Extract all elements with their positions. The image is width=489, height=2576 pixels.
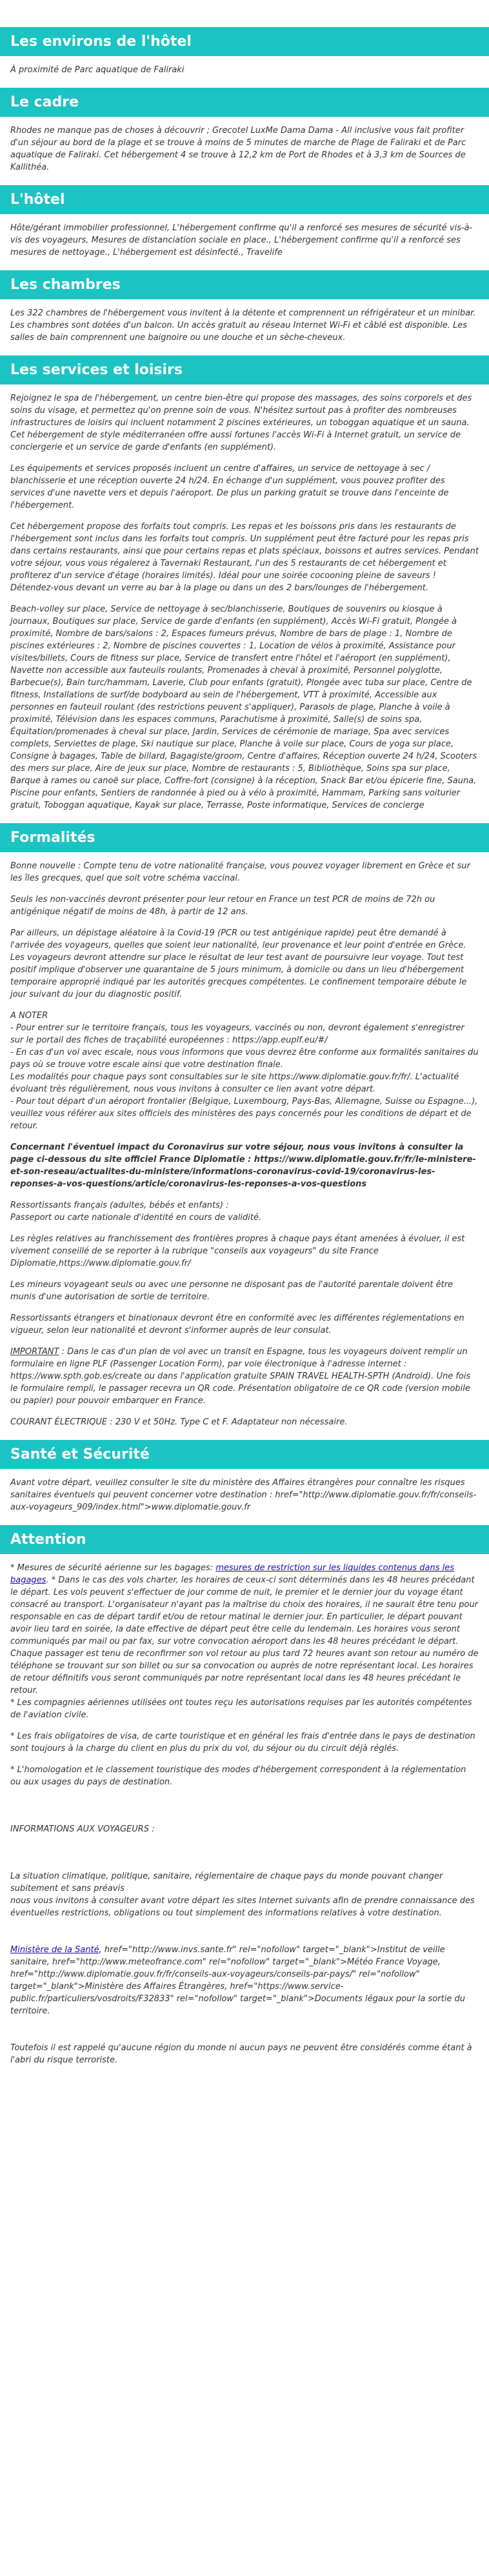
paragraph: Seuls les non-vaccinés devront présenter pour leur retour en France un test PCR de moins de 72h ou antigénique négatif de moins de 48h, à partir de 12 ans. <box>10 895 435 917</box>
paragraph: * L'homologation et le classement touristique des modes d'hébergement correspondent à la réglementation ou aux usages du pays de destination. <box>10 1765 466 1787</box>
important-paragraph <box>10 1346 479 1407</box>
note-line: - En cas d'un vol avec escale, nous vous informons que vous devrez être conforme aux formalités sanitaires du pays où se trouve votre escale ainsi que votre destination finale. <box>10 1048 479 1070</box>
spacer <box>10 1928 479 1944</box>
coronavirus-notice: Concernant l'éventuel impact du Coronavirus sur votre séjour, nous vous invitons à consulter la page ci-dessous du site officiel France Diplomatie : https://www.diplomatie.gouv.fr/fr/le-ministere-et-son-reseau/actualites-du-ministere/informations-coronavirus-covid-19/coronavirus-les-reponses-a-vos-questions/article/coronavirus-les-reponses-a-vos-questions <box>10 1143 476 1189</box>
section-attention <box>0 1525 489 2066</box>
section-title: L'hôtel <box>0 185 489 214</box>
note-line: - Pour entrer sur le territoire français, tous les voyageurs, vaccinés ou non, devront également s'enregistrer sur le portail des fiches de traçabilité européennes : https://app.euplf.eu/#/ <box>10 1023 464 1045</box>
spacer <box>10 1844 479 1870</box>
section-chambres <box>0 270 489 344</box>
note-line: Les modalités pour chaque pays sont consultables sur le site https://www.diplomatie.gouv.fr/fr/. L'actualité évoluant très régulièrement, nous vous invitons à consulter ce lien avant votre départ. <box>10 1072 459 1094</box>
text-line: La situation climatique, politique, sanitaire, réglementaire de chaque pays du monde pouvant changer subitement et sans préavis <box>10 1872 443 1893</box>
paragraph: Ressortissants étrangers et binationaux devront être en conformité avec les différentes réglementations en vigueur, selon leur nationalité et devront s'informer auprès de leur consulat. <box>10 1313 464 1335</box>
paragraph: Les équipements et services proposés incluent un centre d'affaires, un service de nettoyage à sec / blanchisserie et une réception ouverte 24 h/24. En échange d'un supplément, vous pouvez profiter des services d'une navette vers et depuis l'aéroport. De plus un parking gratuit se trouve dans l'enceinte de l'hébergement. <box>10 464 449 510</box>
section-body <box>0 307 489 344</box>
spacer <box>10 2026 479 2042</box>
paragraph: Cet hébergement propose des forfaits tout compris. Les repas et les boissons pris dans les restaurants de l'hébergement sont inclus dans les forfaits tout compris. Un supplément peut être facturé pour les repas pris dans certains restaurants, ainsi que pour certains repas et plats spéciaux, boissons et autres services. Pendant votre séjour, vous vous régalerez à Tavernaki Restaurant, l'un des 5 restaurants de cet hébergement et profiterez d'un service d'étage (horaires limités). Idéal pour une soirée cocooning pleine de saveurs ! Détendez-vous devant un verre au bar à la plage ou dans un des 2 bars/lounges de l'hébergement. <box>10 522 479 593</box>
text-line: Passeport ou carte nationale d'identité en cours de validité. <box>10 1213 262 1223</box>
text: . * Dans le cas des vols charter, les horaires de ceux-ci sont déterminés dans les 48 heures précédant le départ. Les vols peuvent s'effectuer de jour comme de nuit, le premier et le dernier jour du voyage étant consacré au transport. L'organisateur n'ayant pas la maîtrise du choix des horaires, il ne saurait être tenu pour responsable en cas de départ tardif et/ou de retour matinal le dernier jour. En particulier, le départ pouvant avoir lieu tard en soirée, la date effective de départ peut être celle du lendemain. Les horaires vous seront communiqués par mail ou par fax, sur votre convocation aéroport dans les 48 heures précédant le départ. Chaque passager est tenu de reconfirmer son vol retour au plus tard 72 heures avant son retour au numéro de téléphone se trouvant sur son billet ou sur sa convocation ou auprès de notre représentant local. Les horaires de retour définitifs vous seront communiqués par notre représentant local dans les 48 heures précédant le retour. <box>10 1575 479 1695</box>
section-title: Le cadre <box>0 88 489 117</box>
paragraph <box>10 1870 479 1919</box>
section-title: Formalités <box>0 823 489 852</box>
paragraph: Bonne nouvelle : Compte tenu de votre nationalité française, vous pouvez voyager librement en Grèce et sur les îles grecques, quel que soit votre schéma vaccinal. <box>10 861 470 883</box>
section-body <box>0 222 489 259</box>
section-title: Santé et Sécurité <box>0 1440 489 1469</box>
spacer <box>10 1797 479 1823</box>
section-body <box>0 860 489 1428</box>
paragraph: Les mineurs voyageant seuls ou avec une personne ne disposant pas de l'autorité parentale doivent être munis d'une autorisation de sortie de territoire. <box>10 1280 454 1302</box>
section-body <box>0 64 489 76</box>
paragraph: Rhodes ne manque pas de choses à découvrir ; Grecotel LuxMe Dama Dama - All inclusive vous fait profiter d'un séjour au bord de la plage et se trouve à moins de 5 minutes de marche de Plage de Faliraki et de Parc aquatique de Faliraki. Cet hébergement 4 se trouve à 12,2 km de Port de Rhodes et à 3,3 km de Sources de Kallithéa. <box>10 126 466 172</box>
important-text: : Dans le cas d'un plan de vol avec un transit en Espagne, tous les voyageurs doivent remplir un formulaire en ligne PLF (Passenger Location Form), par voie électronique à l'adresse internet : https://www.spth.gob.es/create ou dans l'application gratuite SPAIN TRAVEL HEALTH-SPTH (Android). Une fois le formulaire rempli, le passager recevra un QR code. Présentation obligatoire de ce QR code (version mobile ou papier) pour pouvoir embarquer en France. <box>10 1347 471 1406</box>
paragraph: Rejoignez le spa de l'hébergement, un centre bien-être qui propose des massages, des soins corporels et des soins du visage, et permettez qu'on prenne soin de vous. N'hésitez surtout pas à profiter des nombreuses infrastructures de loisirs qui incluent notamment 2 piscines extérieures, un toboggan aquatique et un sauna. Cet hébergement de style méditerranéen offre aussi fortunes l'accès Wi-Fi à Internet gratuit, un service de conciergerie et un service de garde d'enfants (en supplément). <box>10 394 472 452</box>
section-title: Attention <box>0 1525 489 1554</box>
section-title: Les services et loisirs <box>0 355 489 384</box>
paragraph <box>10 1562 479 1721</box>
section-title: Les chambres <box>0 270 489 299</box>
section-services <box>0 355 489 812</box>
section-body <box>0 125 489 174</box>
text-line: Ressortissants français (adultes, bébés et enfants) : <box>10 1201 229 1210</box>
note-block <box>10 1010 479 1132</box>
paragraph: Par ailleurs, un dépistage aléatoire à la Covid-19 (PCR ou test antigénique rapide) peut être demandé à l'arrivée des voyageurs, quelles que soient leur nationalité, leur provenance et leur point d'entrée en Grèce. Les voyageurs devront attendre sur place le résultat de leur test avant de poursuivre leur voyage. Tout test positif implique d'observer une quarantaine de 5 jours minimum, à domicile ou dans un lieu d'hébergement temporaire approprié indiqué par les autorités grecques compétentes. Le confinement temporaire débute le jour suivant du jour du diagnostic positif. <box>10 928 467 999</box>
text: , href="http://www.invs.sante.fr" rel="nofollow" target="_blank">Institut de veille sanitaire, href="http://www.meteofrance.com" rel="nofollow" target="_blank">Météo France Voyage, href="http://www.diplomatie.gouv.fr/fr/conseils-aux-voyageurs/conseils-par-pays/" rel="nofollow" target="_blank">Ministère des Affaires Étrangères, href="https://www.service-public.fr/particuliers/vosdroits/F32833" rel="nofollow" target="_blank">Documents légaux pour la sortie du territoire. <box>10 1945 465 2016</box>
section-formalites <box>0 823 489 1428</box>
section-body <box>0 1477 489 1513</box>
paragraph: Les règles relatives au franchissement des frontières propres à chaque pays étant amenées à évoluer, il est vivement conseillé de se reporter à la rubrique "conseils aux voyageurs" du site France Diplomatie,https://www.diplomatie.gouv.fr/ <box>10 1234 465 1268</box>
liquids-restriction-link[interactable]: mesures de restriction sur les liquides contenus dans les bagages <box>10 1563 455 1585</box>
page <box>0 27 489 2101</box>
paragraph: Hôte/gérant immobilier professionnel, L'hébergement confirme qu'il a renforcé ses mesures de sécurité vis-à-vis des voyageurs, Mesures de distanciation sociale en place., L'hébergement confirme qu'il a renforcé ses mesures de nettoyage., L'hébergement est désinfecté., Travelife <box>10 223 473 257</box>
section-cadre <box>0 88 489 174</box>
section-environs <box>0 27 489 76</box>
important-label: IMPORTANT <box>10 1347 59 1357</box>
paragraph: Les 322 chambres de l'hébergement vous invitent à la détente et comprennent un réfrigérateur et un minibar. Les chambres sont dotées d'un balcon. Un accès gratuit au réseau Internet Wi-Fi et câblé est disponible. Les salles de bain comprennent une baignoire ou une douche et un sèche-cheveux. <box>10 308 476 343</box>
spacer <box>0 2075 489 2101</box>
section-hotel <box>0 185 489 259</box>
section-sante <box>0 1440 489 1513</box>
paragraph <box>10 1199 479 1224</box>
paragraph: À proximité de Parc aquatique de Faliraki <box>10 65 185 75</box>
paragraph: Avant votre départ, veuillez consulter le site du ministère des Affaires étrangères pour connaître les risques sanitaires éventuels qui peuvent concerner votre destination : href="http://www.diplomatie.gouv.fr/fr/conseils-aux-voyageurs_909/index.html">www.diplomatie.gouv.fr <box>10 1478 477 1512</box>
note-title: A NOTER <box>10 1011 48 1021</box>
paragraph <box>10 1944 479 2017</box>
paragraph: Toutefois il est rappelé qu'aucune région du monde ni aucun pays ne peuvent être considérés comme étant à l'abri du risque terroriste. <box>10 2043 472 2065</box>
text: * Les compagnies aériennes utilisées ont toutes reçu les autorisations requises par les autorités compétentes de l'aviation civile. <box>10 1698 472 1720</box>
ministere-sante-link[interactable]: Ministère de la Santé <box>10 1945 99 1955</box>
section-body <box>0 392 489 812</box>
note-line: - Pour tout départ d'un aéroport frontalier (Belgique, Luxembourg, Pays-Bas, Allemagne, Suisse ou Espagne...), veuillez vous référer aux sites officiels des ministères des pays concernés pour les conditions de départ et de retour. <box>10 1097 478 1131</box>
text-line: nous vous invitons à consulter avant votre départ les sites Internet suivants afin de prendre connaissance des éventuelles restrictions, obligations ou tout simplement des informations relatives à votre destination. <box>10 1896 475 1918</box>
text: * Mesures de sécurité aérienne sur les bagages: <box>10 1563 216 1573</box>
section-title: Les environs de l'hôtel <box>0 27 489 56</box>
amenities-list: Beach-volley sur place, Service de nettoyage à sec/blanchisserie, Boutiques de souvenirs ou kiosque à journaux, Boutiques sur place, Service de garde d'enfants (en supplément), Accès Wi-Fi gratuit, Plongée à proximité, Nombre de bars/salons : 2, Espaces fumeurs prévus, Nombre de bars de plage : 1, Nombre de piscines extérieures : 2, Nombre de piscines couvertes : 1, Location de vélos à proximité, Assistance pour visites/billets, Cours de fitness sur place, Service de transfert entre l'hôtel et l'aéroport (en supplément), Navette non accessible aux fauteuils roulants, Promenades à cheval à proximité, Personnel polyglotte, Barbecue(s), Bain turc/hammam, Laverie, Club pour enfants (gratuit), Plongée avec tuba sur place, Centre de fitness, Installations de surf/de bodyboard au sein de l'hébergement, VTT à proximité, Accessible aux personnes en fauteuil roulant (des restrictions peuvent s'appliquer), Parasols de plage, Planche à voile à proximité, Télévision dans les espaces communs, Parachutisme à proximité, Salle(s) de soins spa, Équitation/promenades à cheval sur place, Jardin, Services de cérémonie de mariage, Spa avec services complets, Serviettes de plage, Ski nautique sur place, Planche à voile sur place, Cours de yoga sur place, Consigne à bagages, Table de billard, Bagagiste/groom, Centre d'affaires, Réception ouverte 24 h/24, Scooters des mers sur place, Aire de jeux sur place, Nombre de restaurants : 5, Bibliothèque, Soins spa sur place, Barque à rames ou canoë sur place, Coffre-fort (consigne) à la réception, Snack Bar et/ou épicerie fine, Sauna, Piscine pour enfants, Sentiers de randonnée à pied ou à vélo à proximité, Hammam, Parking sans voiturier gratuit, Toboggan aquatique, Kayak sur place, Terrasse, Poste informatique, Services de concierge <box>10 604 477 810</box>
paragraph: COURANT ÉLECTRIQUE : 230 V et 50Hz. Type C et F. Adaptateur non nécessaire. <box>10 1417 348 1427</box>
paragraph: * Les frais obligatoires de visa, de carte touristique et en général les frais d'entrée dans le pays de destination sont toujours à la charge du client en plus du prix du vol, du séjour ou du circuit déjà réglés. <box>10 1732 475 1753</box>
info-heading: INFORMATIONS AUX VOYAGEURS : <box>10 1824 155 1834</box>
section-body <box>0 1562 489 2066</box>
